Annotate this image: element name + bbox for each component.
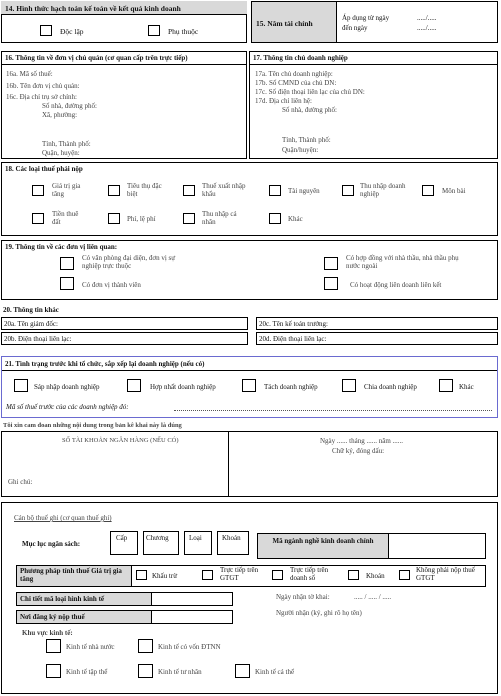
received-date-value[interactable]: ..... / ..... / ..... xyxy=(354,593,392,601)
section-21-divider xyxy=(2,370,497,371)
independent-label: Độc lập xyxy=(60,27,84,36)
budget-item-label: Khoản xyxy=(222,534,241,542)
method-exempt-checkbox[interactable] xyxy=(399,570,410,580)
section-17-divider xyxy=(250,64,497,65)
member-unit-label: Có đơn vị thành viên xyxy=(82,281,141,289)
s17-street: Số nhà, đường phố: xyxy=(282,106,337,114)
other-reorg-checkbox[interactable] xyxy=(439,379,453,392)
tax-fee-checkbox[interactable] xyxy=(108,213,120,224)
received-date-label: Ngày nhận tờ khai: xyxy=(276,593,330,601)
budget-chapter-label: Chương xyxy=(146,534,169,542)
section-15 xyxy=(251,1,498,43)
merge-label: Sáp nhập doanh nghiệp xyxy=(34,383,100,391)
budget-cap-label: Cấp xyxy=(116,534,128,542)
section-17 xyxy=(249,51,498,159)
member-unit-checkbox[interactable] xyxy=(60,277,74,290)
section-17-title: 17. Thông tin chủ doanh nghiệp xyxy=(253,54,348,62)
reg-place-field[interactable] xyxy=(151,610,233,624)
method-direct-revenue-checkbox[interactable] xyxy=(272,570,283,580)
split-checkbox[interactable] xyxy=(242,379,256,392)
divide-label: Chia doanh nghiệp xyxy=(364,383,417,391)
section-16-divider xyxy=(2,64,246,65)
method-direct-revenue-label: Trực tiếp trên doanh số xyxy=(290,566,329,582)
vat-method-label: Phương pháp tính thuế Giá trị gia tăng xyxy=(20,567,122,583)
tax-other-checkbox[interactable] xyxy=(269,213,281,224)
dependent-label: Phụ thuộc xyxy=(168,27,199,36)
s16-ward: Xã, phường: xyxy=(42,111,78,119)
sector-collective-checkbox[interactable] xyxy=(46,664,61,678)
tax-license-checkbox[interactable] xyxy=(422,185,434,196)
tax-resource-checkbox[interactable] xyxy=(269,185,281,196)
method-exempt-label: Không phải nộp thuế GTGT xyxy=(416,566,475,582)
foreign-contractor-checkbox[interactable] xyxy=(324,257,338,270)
tax-office-title: Cán bộ thuế ghi (cơ quan thuế ghi) xyxy=(14,514,112,522)
tax-land-rent-checkbox[interactable] xyxy=(32,213,44,224)
reg-place-label: Nơi đăng ký nộp thuế xyxy=(20,613,85,621)
method-direct-vat-checkbox[interactable] xyxy=(202,570,213,580)
director-name-label: 20a. Tên giám đốc: xyxy=(4,320,58,328)
fiscal-to-value[interactable]: ...../..... xyxy=(417,24,437,32)
budget-type-label: Loại xyxy=(189,534,202,542)
section-15-title: 15. Năm tài chính xyxy=(256,19,313,28)
sign-date: Ngày ...... tháng ...... năm ...... xyxy=(320,437,404,445)
split-label: Tách doanh nghiệp xyxy=(264,383,318,391)
s17-owner-name: 17a. Tên chủ doanh nghiệp: xyxy=(255,70,333,78)
sector-individual-label: Kinh tế cá thể xyxy=(255,668,295,676)
sector-individual-checkbox[interactable] xyxy=(235,664,250,678)
s17-owner-address: 17d. Địa chỉ liên hệ: xyxy=(255,97,312,105)
sector-private-checkbox[interactable] xyxy=(138,664,153,678)
declaration-text: Tôi xin cam đoan những nội dung trong bản kê khai này là đúng xyxy=(3,422,182,429)
s17-owner-phone: 17c. Số điện thoại liên lạc của chủ DN: xyxy=(255,88,365,96)
tax-license-label: Môn bài xyxy=(442,187,466,195)
s17-owner-id: 17b. Số CMND của chủ DN: xyxy=(255,79,337,87)
director-phone-label: 20b. Điện thoại liên lạc: xyxy=(4,335,72,343)
s16-tax-code: 16a. Mã số thuế: xyxy=(6,70,53,78)
s16-district: Quận, huyện: xyxy=(42,149,80,157)
tax-pit-checkbox[interactable] xyxy=(183,213,195,224)
fiscal-from-label: Áp dụng từ ngày xyxy=(342,14,390,22)
tax-cit-label: Thu nhập doanh nghiệp xyxy=(360,182,406,198)
tax-other-label: Khác xyxy=(288,215,303,223)
joint-venture-label: Có hoạt động liên doanh liên kết xyxy=(350,281,442,289)
tax-office-section xyxy=(1,502,498,694)
dependent-checkbox[interactable] xyxy=(148,25,160,36)
signature-divider xyxy=(228,432,229,496)
s16-street: Số nhà, đường phố: xyxy=(42,102,97,110)
other-reorg-label: Khác xyxy=(459,383,474,391)
tax-excise-checkbox[interactable] xyxy=(108,185,120,196)
section-16 xyxy=(1,51,247,159)
industry-code-field[interactable] xyxy=(388,533,486,559)
rep-office-label: Có văn phòng đại diện, đơn vị sự nghiệp trực thuộc xyxy=(82,254,176,270)
method-direct-vat-label: Trực tiếp trên GTGT xyxy=(220,566,259,582)
s16-address: 16c. Địa chỉ trụ sở chính: xyxy=(6,93,77,101)
sector-collective-label: Kinh tế tập thể xyxy=(66,668,108,676)
joint-venture-checkbox[interactable] xyxy=(324,277,338,290)
signature-block xyxy=(1,431,498,497)
independent-checkbox[interactable] xyxy=(40,25,52,36)
rep-office-checkbox[interactable] xyxy=(60,257,74,270)
section-16-title: 16. Thông tin về đơn vị chủ quản (cơ quan cấp trên trực tiếp) xyxy=(5,54,188,62)
method-lump-sum-label: Khoán xyxy=(366,572,385,580)
previous-tax-code-label: Mã số thuế trước của các doanh nghiệp đó: xyxy=(6,403,129,411)
section-21-title: 21. Tình trạng trước khi tổ chức, sắp xếp lại doanh nghiệp (nếu có) xyxy=(5,360,205,368)
consolidate-checkbox[interactable] xyxy=(127,379,141,392)
s16-city: Tỉnh, Thành phố: xyxy=(42,140,91,148)
method-deduction-checkbox[interactable] xyxy=(136,570,147,580)
foreign-contractor-label: Có hợp đồng với nhà thầu, nhà thầu phụ nước ngoài xyxy=(346,254,459,270)
tax-import-export-label: Thuế xuất nhập khẩu xyxy=(202,182,246,198)
sector-fdi-checkbox[interactable] xyxy=(138,639,153,653)
receiver-label: Người nhận (ký, ghi rõ họ tên) xyxy=(276,609,362,617)
method-lump-sum-checkbox[interactable] xyxy=(348,570,359,580)
tax-vat-label: Giá trị gia tăng xyxy=(52,182,81,198)
divide-checkbox[interactable] xyxy=(342,379,356,392)
industry-code-label: Mã ngành nghề kinh doanh chính xyxy=(272,537,374,545)
fiscal-to-label: đến ngày xyxy=(342,24,368,32)
tax-vat-checkbox[interactable] xyxy=(32,185,44,196)
accountant-phone-label: 20d. Điện thoại liên lạc: xyxy=(259,335,327,343)
section-14 xyxy=(1,1,247,43)
sector-state-checkbox[interactable] xyxy=(46,639,61,653)
section-20-title: 20. Thông tin khác xyxy=(3,306,59,314)
budget-label: Mục lục ngân sách: xyxy=(22,540,81,548)
s17-city: Tỉnh, Thành phố: xyxy=(282,136,331,144)
econ-type-field[interactable] xyxy=(151,592,233,606)
sector-private-label: Kinh tế tư nhân xyxy=(158,668,202,676)
section-19-title: 19. Thông tin về các đơn vị liên quan: xyxy=(5,243,118,251)
tax-fee-label: Phí, lệ phí xyxy=(127,215,156,223)
sector-state-label: Kinh tế nhà nước xyxy=(66,643,115,651)
s17-district: Quận/huyện: xyxy=(282,146,319,154)
tax-pit-label: Thu nhập cá nhân xyxy=(202,210,237,226)
section-14-title: 14. Hình thức hạch toán kế toán về kết quả kinh doanh xyxy=(5,4,181,13)
tax-import-export-checkbox[interactable] xyxy=(183,185,195,196)
merge-checkbox[interactable] xyxy=(14,379,28,392)
econ-type-label: Chi tiết mã loại hình kinh tế xyxy=(20,595,105,603)
bank-account-title: SỐ TÀI KHOẢN NGÂN HÀNG (NẾU CÓ) xyxy=(62,437,179,444)
section-21 xyxy=(1,356,498,418)
s16-unit-name: 16b. Tên đơn vị chủ quản: xyxy=(6,82,80,90)
note-label: Ghi chú: xyxy=(8,478,33,486)
previous-tax-code-field[interactable] xyxy=(174,410,492,411)
fiscal-from-value[interactable]: ...../..... xyxy=(417,14,437,22)
accountant-name-label: 20c. Tên kế toán trưởng: xyxy=(259,320,328,328)
tax-resource-label: Tài nguyên xyxy=(288,187,320,195)
sector-label: Khu vực kinh tế: xyxy=(22,629,73,637)
section-19 xyxy=(1,240,498,300)
tax-land-rent-label: Tiền thuê đất xyxy=(52,210,79,226)
section-18-title: 18. Các loại thuế phải nộp xyxy=(5,165,83,173)
sign-title: Chữ ký, đóng dấu: xyxy=(332,447,385,455)
section-18 xyxy=(1,162,498,236)
tax-cit-checkbox[interactable] xyxy=(342,185,354,196)
sector-fdi-label: Kinh tế có vốn ĐTNN xyxy=(158,643,221,651)
tax-excise-label: Tiêu thụ đặc biệt xyxy=(127,182,162,198)
method-deduction-label: Khấu trừ xyxy=(152,572,177,580)
consolidate-label: Hợp nhất doanh nghiệp xyxy=(150,383,216,391)
